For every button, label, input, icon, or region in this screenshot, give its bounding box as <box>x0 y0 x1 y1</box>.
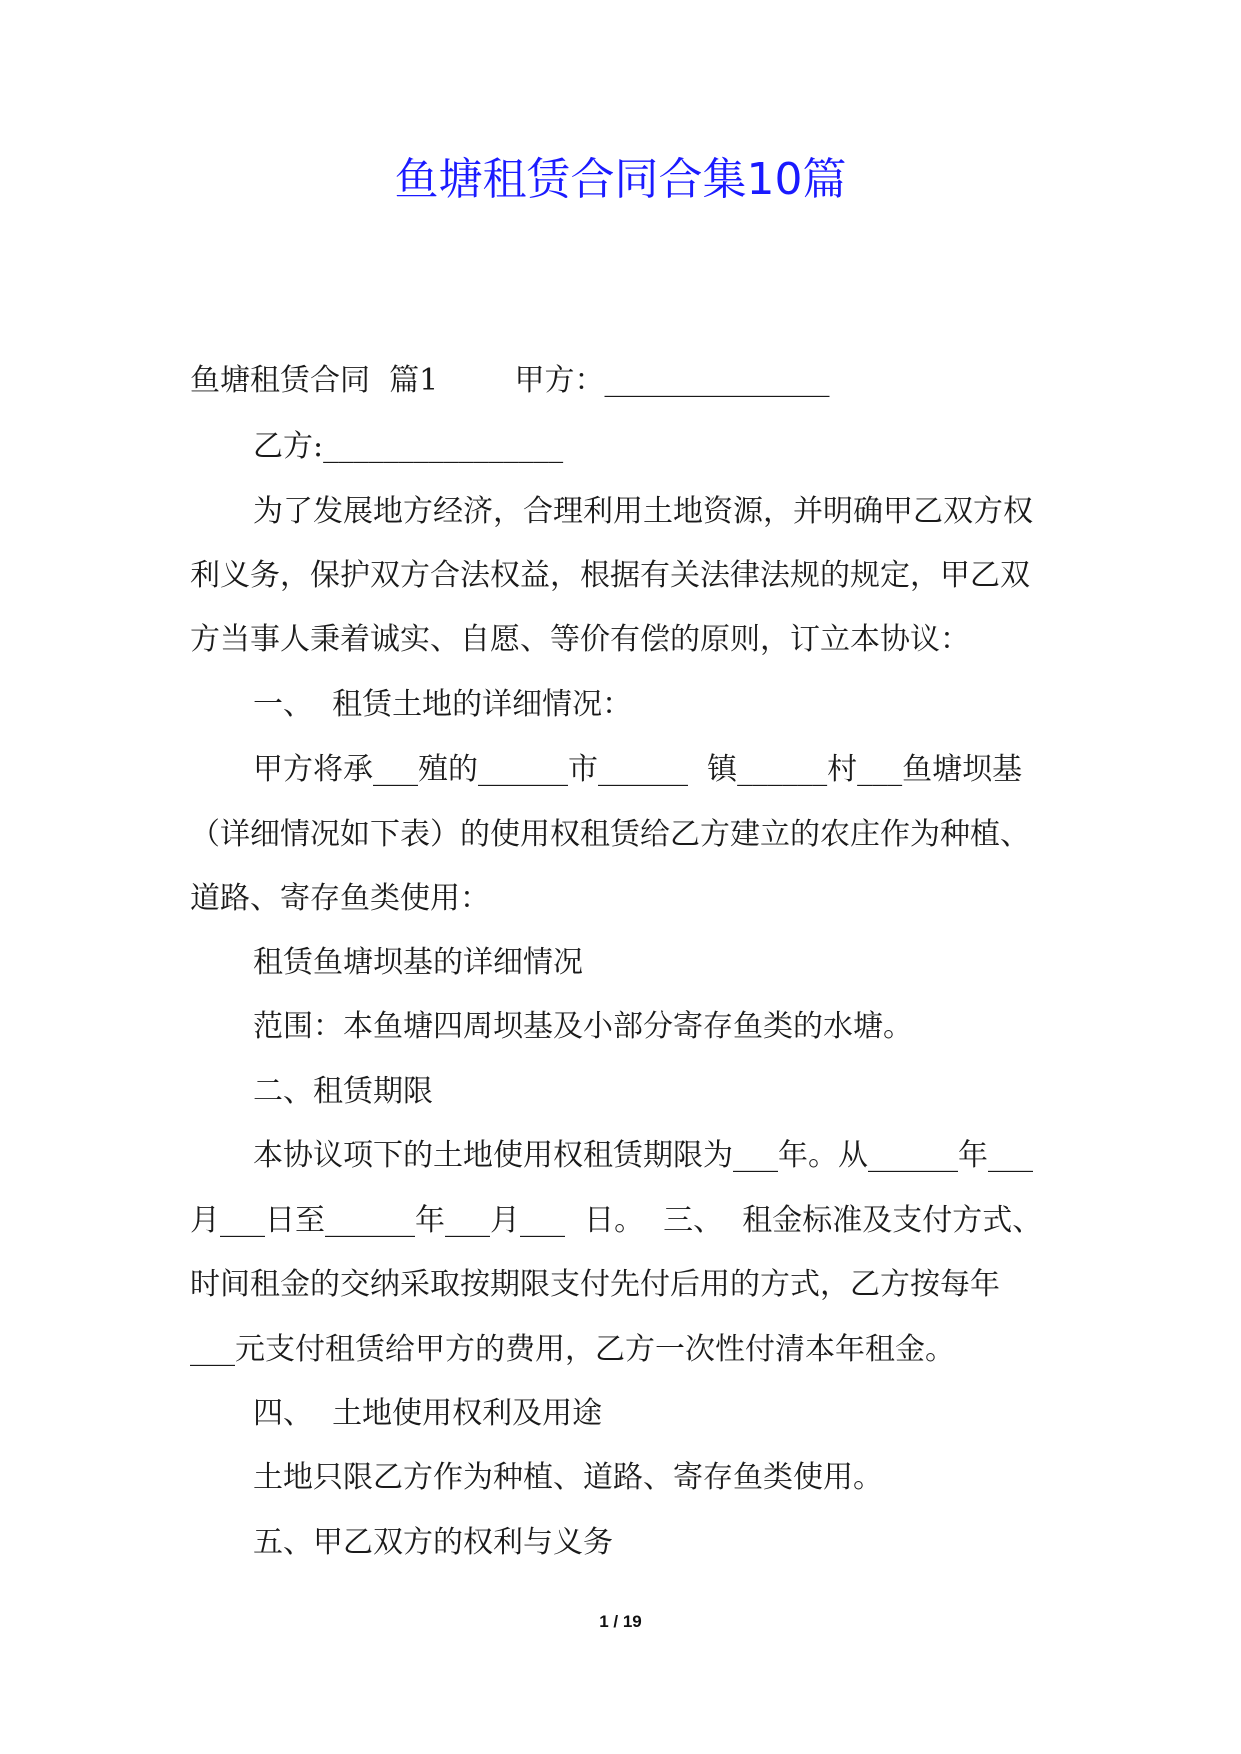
text-line: 范围：本鱼塘四周坝基及小部分寄存鱼类的水塘。 <box>253 1009 913 1044</box>
text-line: 一、 租赁土地的详细情况： <box>253 687 633 722</box>
text-line: 月___日至______年___月___ 日。 三、 租金标准及支付方式、 <box>190 1203 1043 1238</box>
text-line: 五、甲乙双方的权利与义务 <box>253 1525 613 1560</box>
text-line: 时间租金的交纳采取按期限支付先付后用的方式，乙方按每年 <box>190 1267 1000 1302</box>
text-line: 甲方将承___殖的______市______ 镇______村___鱼塘坝基 <box>253 752 1023 787</box>
page-number: 1 / 19 <box>599 1612 642 1631</box>
text-line: 利义务，保护双方合法权益，根据有关法律法规的规定，甲乙双 <box>190 558 1030 593</box>
text-line: 鱼塘租赁合同 篇1 甲方：_______________ <box>190 363 830 398</box>
text-line: 土地只限乙方作为种植、道路、寄存鱼类使用。 <box>253 1460 883 1495</box>
text-line: 二、租赁期限 <box>253 1074 433 1109</box>
text-line: 本协议项下的土地使用权租赁期限为___年。从______年___ <box>253 1138 1033 1173</box>
text-line: 四、 土地使用权利及用途 <box>253 1396 603 1431</box>
text-line: 租赁鱼塘坝基的详细情况 <box>253 945 583 980</box>
text-line: ___元支付租赁给甲方的费用，乙方一次性付清本年租金。 <box>190 1332 955 1367</box>
text-line: （详细情况如下表）的使用权租赁给乙方建立的农庄作为种植、 <box>190 817 1030 852</box>
text-line: 道路、寄存鱼类使用： <box>190 881 490 916</box>
text-line: 为了发展地方经济，合理利用土地资源，并明确甲乙双方权 <box>253 494 1033 529</box>
text-line: 乙方:________________ <box>253 429 564 464</box>
text-line: 方当事人秉着诚实、自愿、等价有偿的原则，订立本协议： <box>190 622 970 657</box>
document-title: 鱼塘租赁合同合集10篇 <box>394 154 847 205</box>
